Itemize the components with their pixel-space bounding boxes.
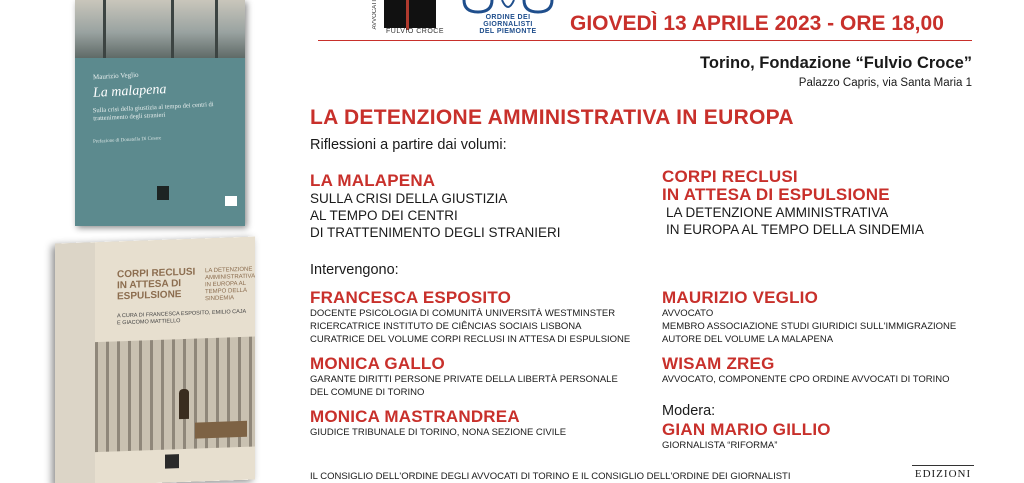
- volume-title: CORPI RECLUSI: [662, 167, 798, 186]
- header-divider: [318, 40, 972, 41]
- event-title: LA DETENZIONE AMMINISTRATIVA IN EUROPA: [310, 106, 794, 129]
- volume-la-malapena: [310, 172, 561, 241]
- volume-subtitle-line: AL TEMPO DEI CENTRI: [310, 208, 458, 223]
- volume-subtitle-line: IN EUROPA AL TEMPO DELLA SINDEMIA: [666, 222, 924, 237]
- speaker-name: WISAM ZREG: [662, 354, 775, 373]
- cover-photo-pole: [215, 0, 218, 58]
- cover-photo: [75, 0, 245, 58]
- speaker-name: MONICA GALLO: [310, 354, 445, 373]
- volume-subtitle-line: LA DETENZIONE AMMINISTRATIVA: [666, 205, 889, 220]
- event-address: Palazzo Capris, via Santa Maria 1: [798, 77, 972, 89]
- speaker-monica-gallo: [310, 354, 618, 399]
- speaker-role: DOCENTE PSICOLOGIA DI COMUNITÀ UNIVERSITÀ WESTMINSTER: [310, 308, 616, 319]
- cover-photo-pole: [171, 0, 174, 58]
- logo-line-2: GIORNALISTI: [483, 21, 533, 28]
- speaker-francesca-esposito: [310, 288, 630, 346]
- volume-corpi-reclusi: [662, 168, 924, 238]
- footer-text: IL CONSIGLIO DELL'ORDINE DEGLI AVVOCATI DI TORINO E IL CONSIGLIO DELL'ORDINE DEI GIORNALISTI: [310, 471, 791, 482]
- logo-ordine-giornalisti: [458, 0, 558, 36]
- book-cover-la-malapena: [75, 0, 245, 226]
- event-intro: Riflessioni a partire dai volumi:: [310, 137, 507, 153]
- logo-fondazione-fulvio-croce: [372, 0, 444, 36]
- barcode-icon: [225, 196, 237, 206]
- logo-box: [384, 0, 436, 28]
- book-title: La malapena: [92, 82, 167, 101]
- logo-name: FULVIO CROCE: [386, 28, 444, 35]
- speaker-role: AVVOCATO: [662, 308, 714, 319]
- moderator-name: GIAN MARIO GILLIO: [662, 420, 831, 439]
- volume-subtitle-line: DI TRATTENIMENTO DEGLI STRANIERI: [310, 225, 561, 240]
- volume-title: LA MALAPENA: [310, 171, 436, 190]
- speaker-name: MAURIZIO VEGLIO: [662, 288, 818, 307]
- publisher-logo-icon: [157, 186, 169, 200]
- logo-line-3: DEL PIEMONTE: [479, 28, 537, 35]
- speaker-maurizio-veglio: [662, 288, 956, 346]
- speaker-wisam-zreg: [662, 354, 950, 386]
- speaker-role: GARANTE DIRITTI PERSONE PRIVATE DELLA LIBERTÀ PERSONALE: [310, 374, 618, 385]
- speakers-label: Intervengono:: [310, 262, 399, 278]
- book-subtitle: LA DETENZIONE AMMINISTRATIVA IN EUROPA AL TEMPO DELLA SINDEMIA: [205, 266, 255, 303]
- moderator-gian-mario-gillio: [662, 420, 831, 452]
- cover-tag: [195, 421, 247, 439]
- speaker-role: AUTORE DEL VOLUME LA MALAPENA: [662, 334, 834, 345]
- speaker-role: DEL COMUNE DI TORINO: [310, 387, 425, 398]
- book-author: Maurizio Veglio: [92, 70, 139, 82]
- volume-title: IN ATTESA DI ESPULSIONE: [662, 185, 890, 204]
- speaker-monica-mastrandrea: [310, 407, 566, 439]
- book-preface: Prefazione di Donatella Di Cesare: [92, 136, 162, 145]
- publisher-logo: EDIZIONI: [912, 465, 974, 483]
- speaker-name: MONICA MASTRANDREA: [310, 407, 520, 426]
- event-venue: Torino, Fondazione “Fulvio Croce”: [700, 54, 972, 72]
- logo-stroke: [406, 0, 409, 30]
- person-figure-icon: [179, 389, 189, 419]
- speaker-role: MEMBRO ASSOCIAZIONE STUDI GIURIDICI SULL'IMMIGRAZIONE: [662, 321, 957, 332]
- moderator-role: GIORNALISTA “RIFORMA”: [662, 440, 778, 451]
- book-front: [95, 237, 255, 483]
- book-editors: A CURA DI FRANCESCA ESPOSITO, EMILIO CAJA E GIACOMO MATTIELLO: [117, 308, 246, 327]
- logo-vertical-text: AVVOCATI: [372, 0, 378, 30]
- speaker-role: AVVOCATO, COMPONENTE CPO ORDINE AVVOCATI DI TORINO: [662, 374, 950, 385]
- moderator-label: Modera:: [662, 403, 716, 419]
- speaker-role: RICERCATRICE INSTITUTO DE CIÊNCIAS SOCIAIS LISBONA: [310, 321, 582, 332]
- volume-subtitle-line: SULLA CRISI DELLA GIUSTIZIA: [310, 191, 508, 206]
- speaker-role: CURATRICE DEL VOLUME CORPI RECLUSI IN ATTESA DI ESPULSIONE: [310, 334, 631, 345]
- speaker-role: GIUDICE TRIBUNALE DI TORINO, NONA SEZIONE CIVILE: [310, 427, 567, 438]
- speaker-name: FRANCESCA ESPOSITO: [310, 288, 512, 307]
- publisher-logo-icon: [165, 454, 179, 468]
- book-title: CORPI RECLUSI IN ATTESA DI ESPULSIONE: [117, 266, 196, 303]
- logo-line-1: ORDINE DEI: [485, 14, 531, 21]
- book-subtitle: Sulla crisi della giustizia al tempo dei centri di trattenimento degli stranieri: [92, 101, 214, 123]
- logo-mark-icon: [458, 0, 558, 14]
- cover-photo-pole: [103, 0, 106, 58]
- book-cover-corpi-reclusi: [55, 237, 255, 483]
- book-spine: [55, 242, 95, 483]
- event-date: GIOVEDÌ 13 APRILE 2023 - ORE 18,00: [570, 12, 944, 35]
